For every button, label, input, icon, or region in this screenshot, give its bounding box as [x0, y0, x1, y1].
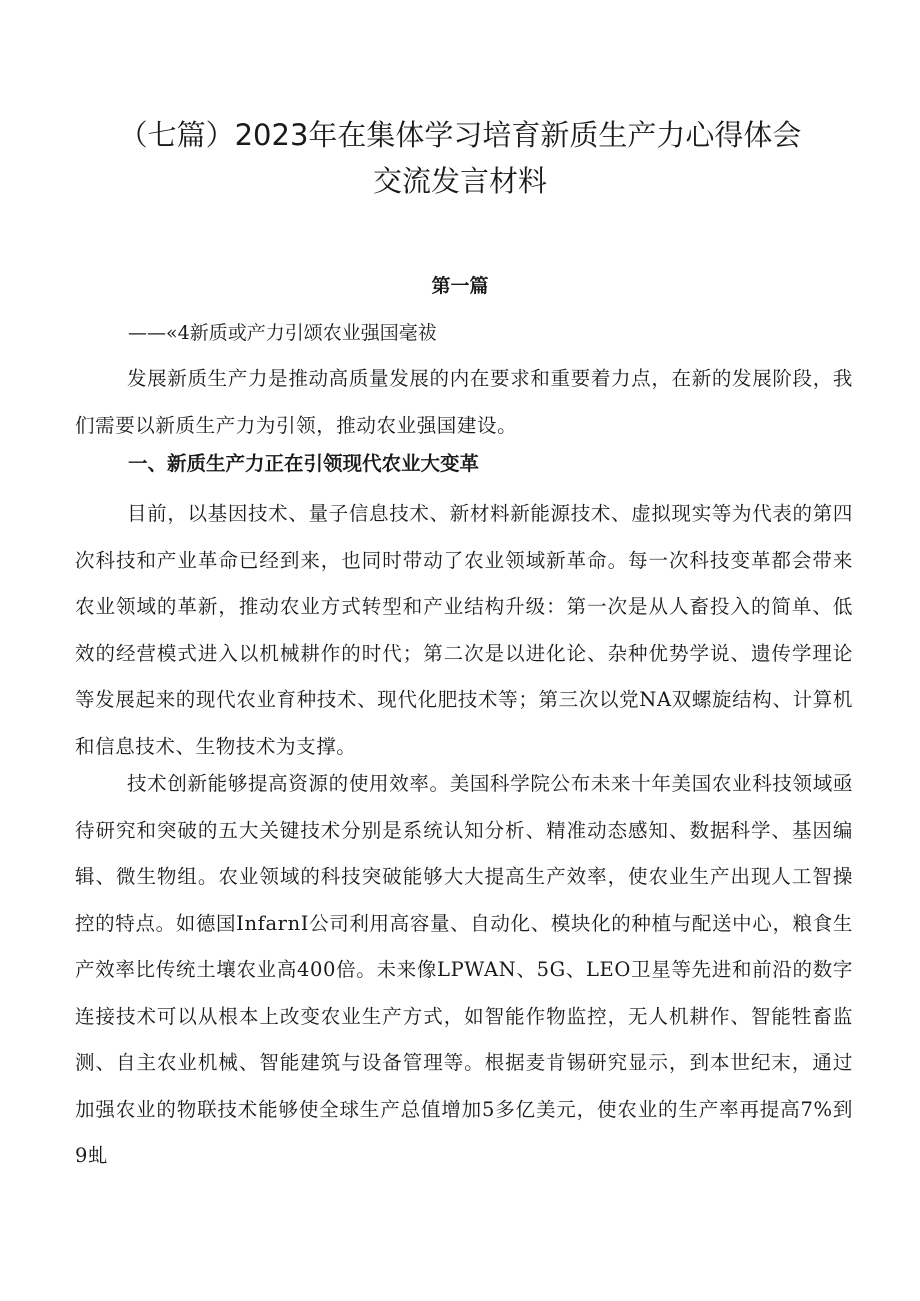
paragraph-efficiency: 技术创新能够提高资源的使用效率。美国科学院公布未来十年美国农业科技领域亟待研究和突破的五大关键技术分别是系统认知分析、精准动态感知、数据科学、基因编辑、微生物组。农业领域的科技突破能够大大提高生产效率，使农业生产出现人工智操控的特点。如德国InfarnI公司利用高容量、自动化、模块化的种植与配送中心，粮食生产效率比传统土壤农业高400倍。未来像LPWAN、5G、LEO卫星等先进和前沿的数字连接技术可以从根本上改变农业生产方式，如智能作物监控，无人机耕作、智能牲畜监测、自主农业机械、智能建筑与设备管理等。根据麦肯锡研究显示，到本世纪末，通过加强农业的物联技术能够使全球生产总值增加5多亿美元，使农业的生产率再提高7%到9虬	[75, 772, 853, 1167]
document-title	[60, 112, 860, 204]
chapter-subtitle: ——«4新质或产力引颂农业强国毫祓	[128, 322, 437, 344]
title-line-1: （七篇）2023年在集体学习培育新质生产力心得体会	[118, 118, 802, 152]
paragraph-revolution: 目前，以基因技术、量子信息技术、新材料新能源技术、虚拟现实等为代表的第四次科技和产业革命已经到来，也同时带动了农业领域新革命。每一次科技变革都会带来农业领域的革新，推动农业方式转型和产业结构升级：第一次是从人畜投入的简单、低效的经营模式进入以机械耕作的时代；第二次是以进化论、杂种优势学说、遗传学理论等发展起来的现代农业育种技术、现代化肥技术等；第三次以党NA双螺旋结构、计算机和信息技术、生物技术为支撑。	[75, 502, 853, 758]
chapter-heading: 第一篇	[431, 275, 489, 297]
paragraph-intro: 发展新质生产力是推动高质量发展的内在要求和重要着力点，在新的发展阶段，我们需要以新质生产力为引领，推动农业强国建设。	[75, 367, 853, 437]
title-line-2: 交流发言材料	[372, 164, 547, 198]
section-heading-1: 一、新质生产力正在引领现代农业大变革	[128, 452, 480, 475]
